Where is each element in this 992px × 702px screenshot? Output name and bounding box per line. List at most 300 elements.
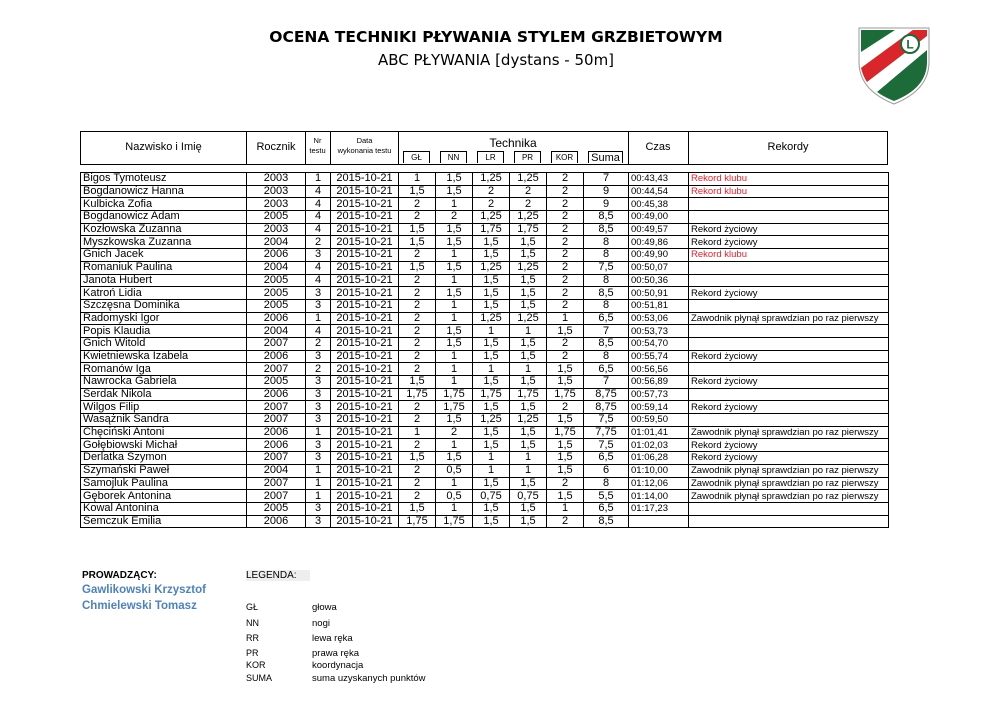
cell-nr: 4: [306, 261, 331, 274]
cell-date: 2015-10-21: [331, 477, 399, 490]
cell-czas: 00:56,56: [629, 363, 689, 376]
cell-nr: 2: [306, 337, 331, 350]
cell-nn: 0,5: [436, 490, 473, 503]
legend-key: KOR: [246, 660, 266, 670]
cell-czas: 01:10,00: [629, 464, 689, 477]
cell-gl: 2: [399, 490, 436, 503]
cell-date: 2015-10-21: [331, 198, 399, 211]
cell-name: Gołębiowski Michał: [81, 439, 247, 452]
legend-value: koordynacja: [312, 660, 364, 671]
table-row: [81, 198, 889, 211]
cell-pr: 1,75: [510, 223, 547, 236]
cell-name: Kozłowska Zuzanna: [81, 223, 247, 236]
cell-nn: 2: [436, 426, 473, 439]
cell-lr: 1,5: [473, 401, 510, 414]
cell-gl: 1,5: [399, 502, 436, 515]
legend-key: NN: [246, 618, 259, 628]
cell-kor: 2: [547, 401, 584, 414]
cell-lr: 1,5: [473, 502, 510, 515]
table-row: [81, 249, 889, 262]
cell-czas: 00:53,73: [629, 325, 689, 338]
cell-nn: 2: [436, 211, 473, 224]
cell-lr: 1,25: [473, 414, 510, 427]
cell-rek: Rekord życiowy: [689, 223, 889, 236]
cell-name: Semczuk Emilia: [81, 515, 247, 528]
cell-kor: 2: [547, 287, 584, 300]
cell-nr: 3: [306, 376, 331, 389]
cell-name: Popis Klaudia: [81, 325, 247, 338]
table-row: [81, 363, 889, 376]
cell-gl: 2: [399, 287, 436, 300]
cell-nr: 2: [306, 236, 331, 249]
cell-rek: [689, 515, 889, 528]
cell-year: 2003: [247, 198, 306, 211]
cell-date: 2015-10-21: [331, 490, 399, 503]
cell-lr: 1,5: [473, 287, 510, 300]
cell-czas: 01:14,00: [629, 490, 689, 503]
cell-kor: 2: [547, 337, 584, 350]
cell-nn: 1: [436, 249, 473, 262]
cell-nn: 1: [436, 376, 473, 389]
cell-nr: 1: [306, 464, 331, 477]
cell-rek: [689, 414, 889, 427]
cell-date: 2015-10-21: [331, 452, 399, 465]
cell-rek: Rekord życiowy: [689, 439, 889, 452]
table-row: [81, 464, 889, 477]
legend-value: prawa ręka: [312, 648, 359, 659]
cell-rek: Zawodnik płynął sprawdzian po raz pierwszy: [689, 477, 889, 490]
cell-lr: 1: [473, 464, 510, 477]
cell-lr: 1,5: [473, 337, 510, 350]
cell-date: 2015-10-21: [331, 426, 399, 439]
cell-rek: Rekord życiowy: [689, 350, 889, 363]
cell-nn: 1,75: [436, 515, 473, 528]
cell-rek: Rekord życiowy: [689, 401, 889, 414]
cell-gl: 2: [399, 274, 436, 287]
header-technique-sub: PR: [514, 151, 541, 163]
cell-pr: 2: [510, 198, 547, 211]
cell-gl: 2: [399, 249, 436, 262]
cell-lr: 1,5: [473, 249, 510, 262]
cell-kor: 1,75: [547, 426, 584, 439]
cell-pr: 1,5: [510, 376, 547, 389]
cell-czas: [629, 515, 689, 528]
leader-name: Chmielewski Tomasz: [82, 600, 197, 612]
cell-year: 2004: [247, 261, 306, 274]
cell-nn: 1: [436, 312, 473, 325]
header-year: Rocznik: [256, 141, 296, 153]
cell-suma: 7: [584, 376, 629, 389]
cell-pr: 1,5: [510, 287, 547, 300]
table-row: [81, 173, 889, 186]
leader-name: Gawlikowski Krzysztof: [82, 584, 206, 596]
table-row: [81, 401, 889, 414]
cell-lr: 1,25: [473, 173, 510, 186]
cell-year: 2006: [247, 350, 306, 363]
cell-nn: 1,5: [436, 173, 473, 186]
cell-gl: 1,5: [399, 261, 436, 274]
cell-gl: 2: [399, 363, 436, 376]
cell-suma: 6,5: [584, 452, 629, 465]
cell-date: 2015-10-21: [331, 502, 399, 515]
cell-lr: 1,5: [473, 274, 510, 287]
cell-suma: 6,5: [584, 502, 629, 515]
table-row: [81, 312, 889, 325]
cell-nr: 1: [306, 173, 331, 186]
cell-lr: 1,5: [473, 515, 510, 528]
cell-suma: 8,75: [584, 401, 629, 414]
table-row: [81, 223, 889, 236]
cell-year: 2007: [247, 414, 306, 427]
cell-lr: 1,75: [473, 223, 510, 236]
cell-year: 2003: [247, 185, 306, 198]
cell-czas: 00:56,89: [629, 376, 689, 389]
cell-kor: 1,5: [547, 414, 584, 427]
cell-year: 2006: [247, 388, 306, 401]
cell-date: 2015-10-21: [331, 464, 399, 477]
cell-gl: 1,75: [399, 515, 436, 528]
cell-kor: 2: [547, 261, 584, 274]
cell-suma: 8: [584, 299, 629, 312]
cell-nr: 3: [306, 350, 331, 363]
cell-rek: Zawodnik płynął sprawdzian po raz pierwszy: [689, 490, 889, 503]
cell-gl: 2: [399, 337, 436, 350]
cell-pr: 1,5: [510, 515, 547, 528]
cell-rek: Zawodnik płynął sprawdzian po raz pierwszy: [689, 464, 889, 477]
cell-pr: 1,5: [510, 401, 547, 414]
header-technique-sub: Suma: [588, 151, 623, 163]
cell-date: 2015-10-21: [331, 515, 399, 528]
cell-rek: [689, 261, 889, 274]
cell-gl: 2: [399, 414, 436, 427]
cell-nn: 1,75: [436, 388, 473, 401]
cell-gl: 1: [399, 173, 436, 186]
cell-suma: 7,5: [584, 414, 629, 427]
cell-nr: 1: [306, 426, 331, 439]
cell-czas: 00:50,07: [629, 261, 689, 274]
cell-name: Bigos Tymoteusz: [81, 173, 247, 186]
cell-date: 2015-10-21: [331, 249, 399, 262]
cell-rek: [689, 363, 889, 376]
cell-rek: Rekord klubu: [689, 185, 889, 198]
cell-kor: 1,75: [547, 388, 584, 401]
cell-nn: 1: [436, 299, 473, 312]
cell-czas: 00:49,86: [629, 236, 689, 249]
cell-nr: 4: [306, 274, 331, 287]
cell-czas: 00:51,81: [629, 299, 689, 312]
cell-kor: 1: [547, 312, 584, 325]
cell-suma: 7,75: [584, 426, 629, 439]
cell-pr: 1: [510, 452, 547, 465]
cell-pr: 1,5: [510, 350, 547, 363]
cell-lr: 1: [473, 325, 510, 338]
table-row: [81, 452, 889, 465]
cell-czas: 00:49,57: [629, 223, 689, 236]
cell-czas: 01:06,28: [629, 452, 689, 465]
cell-year: 2007: [247, 490, 306, 503]
cell-nn: 1: [436, 439, 473, 452]
cell-nr: 2: [306, 363, 331, 376]
cell-gl: 1,5: [399, 376, 436, 389]
cell-nr: 4: [306, 185, 331, 198]
cell-pr: 0,75: [510, 490, 547, 503]
cell-nr: 3: [306, 515, 331, 528]
cell-czas: 00:44,54: [629, 185, 689, 198]
cell-nn: 1: [436, 198, 473, 211]
cell-gl: 2: [399, 401, 436, 414]
cell-pr: 1,5: [510, 236, 547, 249]
cell-suma: 9: [584, 198, 629, 211]
cell-year: 2007: [247, 337, 306, 350]
cell-nn: 1,5: [436, 325, 473, 338]
cell-nr: 3: [306, 452, 331, 465]
cell-pr: 1,25: [510, 312, 547, 325]
cell-nn: 1: [436, 363, 473, 376]
cell-date: 2015-10-21: [331, 363, 399, 376]
cell-kor: 2: [547, 274, 584, 287]
cell-kor: 2: [547, 515, 584, 528]
cell-suma: 7: [584, 173, 629, 186]
cell-name: Katroń Lidia: [81, 287, 247, 300]
table-row: [81, 350, 889, 363]
cell-lr: 1: [473, 363, 510, 376]
cell-year: 2003: [247, 173, 306, 186]
cell-kor: 2: [547, 299, 584, 312]
header-time: Czas: [645, 141, 671, 153]
cell-name: Romanów Iga: [81, 363, 247, 376]
cell-lr: 1: [473, 452, 510, 465]
cell-name: Serdak Nikola: [81, 388, 247, 401]
cell-year: 2006: [247, 439, 306, 452]
cell-year: 2007: [247, 363, 306, 376]
cell-lr: 1,5: [473, 376, 510, 389]
cell-pr: 1: [510, 325, 547, 338]
legend-value: nogi: [312, 618, 330, 629]
cell-lr: 1,5: [473, 236, 510, 249]
cell-date: 2015-10-21: [331, 325, 399, 338]
cell-nr: 3: [306, 414, 331, 427]
cell-date: 2015-10-21: [331, 350, 399, 363]
cell-kor: 2: [547, 223, 584, 236]
cell-rek: Zawodnik płynął sprawdzian po raz pierwszy: [689, 312, 889, 325]
cell-czas: 00:57,73: [629, 388, 689, 401]
cell-gl: 2: [399, 439, 436, 452]
cell-pr: 1,5: [510, 299, 547, 312]
cell-pr: 1,25: [510, 414, 547, 427]
cell-rek: Rekord życiowy: [689, 376, 889, 389]
cell-czas: 00:45,38: [629, 198, 689, 211]
cell-lr: 2: [473, 185, 510, 198]
cell-kor: 1,5: [547, 439, 584, 452]
table-row: [81, 236, 889, 249]
cell-lr: 1,5: [473, 426, 510, 439]
cell-date: 2015-10-21: [331, 287, 399, 300]
header-test-no: Nr testu: [309, 136, 326, 155]
cell-date: 2015-10-21: [331, 185, 399, 198]
cell-name: Gnich Witold: [81, 337, 247, 350]
cell-gl: 1,75: [399, 388, 436, 401]
cell-gl: 1,5: [399, 236, 436, 249]
cell-date: 2015-10-21: [331, 173, 399, 186]
cell-gl: 2: [399, 350, 436, 363]
cell-nr: 3: [306, 388, 331, 401]
table-row: [81, 490, 889, 503]
cell-lr: 1,25: [473, 211, 510, 224]
cell-year: 2005: [247, 502, 306, 515]
header-technique-sub: KOR: [551, 151, 578, 163]
cell-nr: 4: [306, 325, 331, 338]
cell-suma: 7,5: [584, 261, 629, 274]
cell-suma: 5,5: [584, 490, 629, 503]
cell-nr: 3: [306, 249, 331, 262]
cell-kor: 1,5: [547, 376, 584, 389]
cell-suma: 8,5: [584, 515, 629, 528]
cell-year: 2005: [247, 299, 306, 312]
cell-rek: [689, 198, 889, 211]
cell-year: 2007: [247, 452, 306, 465]
header-technique: Technika: [489, 136, 537, 150]
cell-pr: 1,25: [510, 211, 547, 224]
cell-nr: 3: [306, 439, 331, 452]
cell-rek: [689, 274, 889, 287]
cell-date: 2015-10-21: [331, 261, 399, 274]
cell-suma: 8: [584, 236, 629, 249]
cell-nn: 1: [436, 477, 473, 490]
cell-kor: 2: [547, 211, 584, 224]
cell-nn: 1: [436, 350, 473, 363]
cell-czas: 01:02,03: [629, 439, 689, 452]
cell-name: Gęborek Antonina: [81, 490, 247, 503]
page-title: OCENA TECHNIKI PŁYWANIA STYLEM GRZBIETOWYM: [269, 28, 723, 46]
cell-name: Radomyski Igor: [81, 312, 247, 325]
cell-pr: 1,5: [510, 249, 547, 262]
cell-year: 2006: [247, 249, 306, 262]
cell-nr: 3: [306, 299, 331, 312]
cell-pr: 1: [510, 363, 547, 376]
table-row: [81, 185, 889, 198]
cell-gl: 1,5: [399, 452, 436, 465]
cell-nn: 0,5: [436, 464, 473, 477]
cell-pr: 1,5: [510, 477, 547, 490]
cell-czas: 00:59,14: [629, 401, 689, 414]
legend-value: suma uzyskanych punktów: [312, 673, 426, 684]
table-row: [81, 211, 889, 224]
table-row: [81, 426, 889, 439]
cell-czas: 00:53,06: [629, 312, 689, 325]
cell-name: Szczęsna Dominika: [81, 299, 247, 312]
cell-rek: Rekord życiowy: [689, 287, 889, 300]
cell-date: 2015-10-21: [331, 388, 399, 401]
cell-pr: 1,5: [510, 274, 547, 287]
cell-rek: Rekord życiowy: [689, 452, 889, 465]
cell-date: 2015-10-21: [331, 337, 399, 350]
cell-suma: 8: [584, 249, 629, 262]
cell-kor: 1,5: [547, 464, 584, 477]
cell-pr: 1,5: [510, 502, 547, 515]
cell-nn: 1: [436, 274, 473, 287]
cell-kor: 2: [547, 350, 584, 363]
cell-czas: 00:55,74: [629, 350, 689, 363]
cell-pr: 2: [510, 185, 547, 198]
cell-kor: 1,5: [547, 452, 584, 465]
cell-suma: 8: [584, 477, 629, 490]
cell-kor: 1,5: [547, 490, 584, 503]
crest-letter: L: [906, 37, 914, 52]
cell-suma: 9: [584, 185, 629, 198]
cell-lr: 1,5: [473, 477, 510, 490]
cell-kor: 1: [547, 502, 584, 515]
cell-suma: 8: [584, 274, 629, 287]
cell-date: 2015-10-21: [331, 299, 399, 312]
legend-value: głowa: [312, 602, 337, 613]
table-row: [81, 337, 889, 350]
cell-name: Chęciński Antoni: [81, 426, 247, 439]
cell-kor: 2: [547, 185, 584, 198]
cell-pr: 1,5: [510, 426, 547, 439]
cell-lr: 1,75: [473, 388, 510, 401]
cell-czas: 00:54,70: [629, 337, 689, 350]
table-row: [81, 261, 889, 274]
table-row: [81, 477, 889, 490]
cell-name: Bogdanowicz Hanna: [81, 185, 247, 198]
cell-date: 2015-10-21: [331, 439, 399, 452]
cell-czas: 00:49,00: [629, 211, 689, 224]
cell-gl: 2: [399, 299, 436, 312]
cell-kor: 2: [547, 198, 584, 211]
cell-lr: 1,5: [473, 439, 510, 452]
cell-year: 2004: [247, 325, 306, 338]
header-date: Data wykonania testu: [337, 136, 392, 155]
cell-year: 2006: [247, 312, 306, 325]
cell-kor: 2: [547, 236, 584, 249]
cell-lr: 1,25: [473, 312, 510, 325]
cell-lr: 0,75: [473, 490, 510, 503]
cell-czas: 01:12,06: [629, 477, 689, 490]
legend-key: SUMA: [246, 673, 273, 683]
cell-czas: 01:01,41: [629, 426, 689, 439]
cell-name: Derlatka Szymon: [81, 452, 247, 465]
cell-czas: 00:50,36: [629, 274, 689, 287]
cell-rek: [689, 388, 889, 401]
cell-name: Romaniuk Paulina: [81, 261, 247, 274]
header-name: Nazwisko i Imię: [125, 141, 202, 153]
cell-suma: 8,5: [584, 337, 629, 350]
cell-year: 2005: [247, 211, 306, 224]
cell-suma: 8,5: [584, 211, 629, 224]
cell-year: 2006: [247, 426, 306, 439]
cell-name: Nawrocka Gabriela: [81, 376, 247, 389]
cell-year: 2003: [247, 223, 306, 236]
cell-nr: 3: [306, 287, 331, 300]
cell-name: Gnich Jacek: [81, 249, 247, 262]
cell-suma: 8,5: [584, 223, 629, 236]
cell-name: Janota Hubert: [81, 274, 247, 287]
cell-lr: 2: [473, 198, 510, 211]
cell-czas: 00:59,50: [629, 414, 689, 427]
legend-value: lewa ręka: [312, 633, 353, 644]
legend-key: RR: [246, 633, 259, 643]
cell-czas: 00:49,90: [629, 249, 689, 262]
cell-lr: 1,5: [473, 299, 510, 312]
header-records: Rekordy: [767, 141, 809, 153]
cell-suma: 8: [584, 350, 629, 363]
cell-name: Myszkowska Zuzanna: [81, 236, 247, 249]
page-subtitle: ABC PŁYWANIA [dystans - 50m]: [377, 51, 615, 69]
cell-year: 2004: [247, 464, 306, 477]
table-row: [81, 502, 889, 515]
cell-rek: [689, 299, 889, 312]
header-technique-sub: GŁ: [403, 151, 430, 163]
